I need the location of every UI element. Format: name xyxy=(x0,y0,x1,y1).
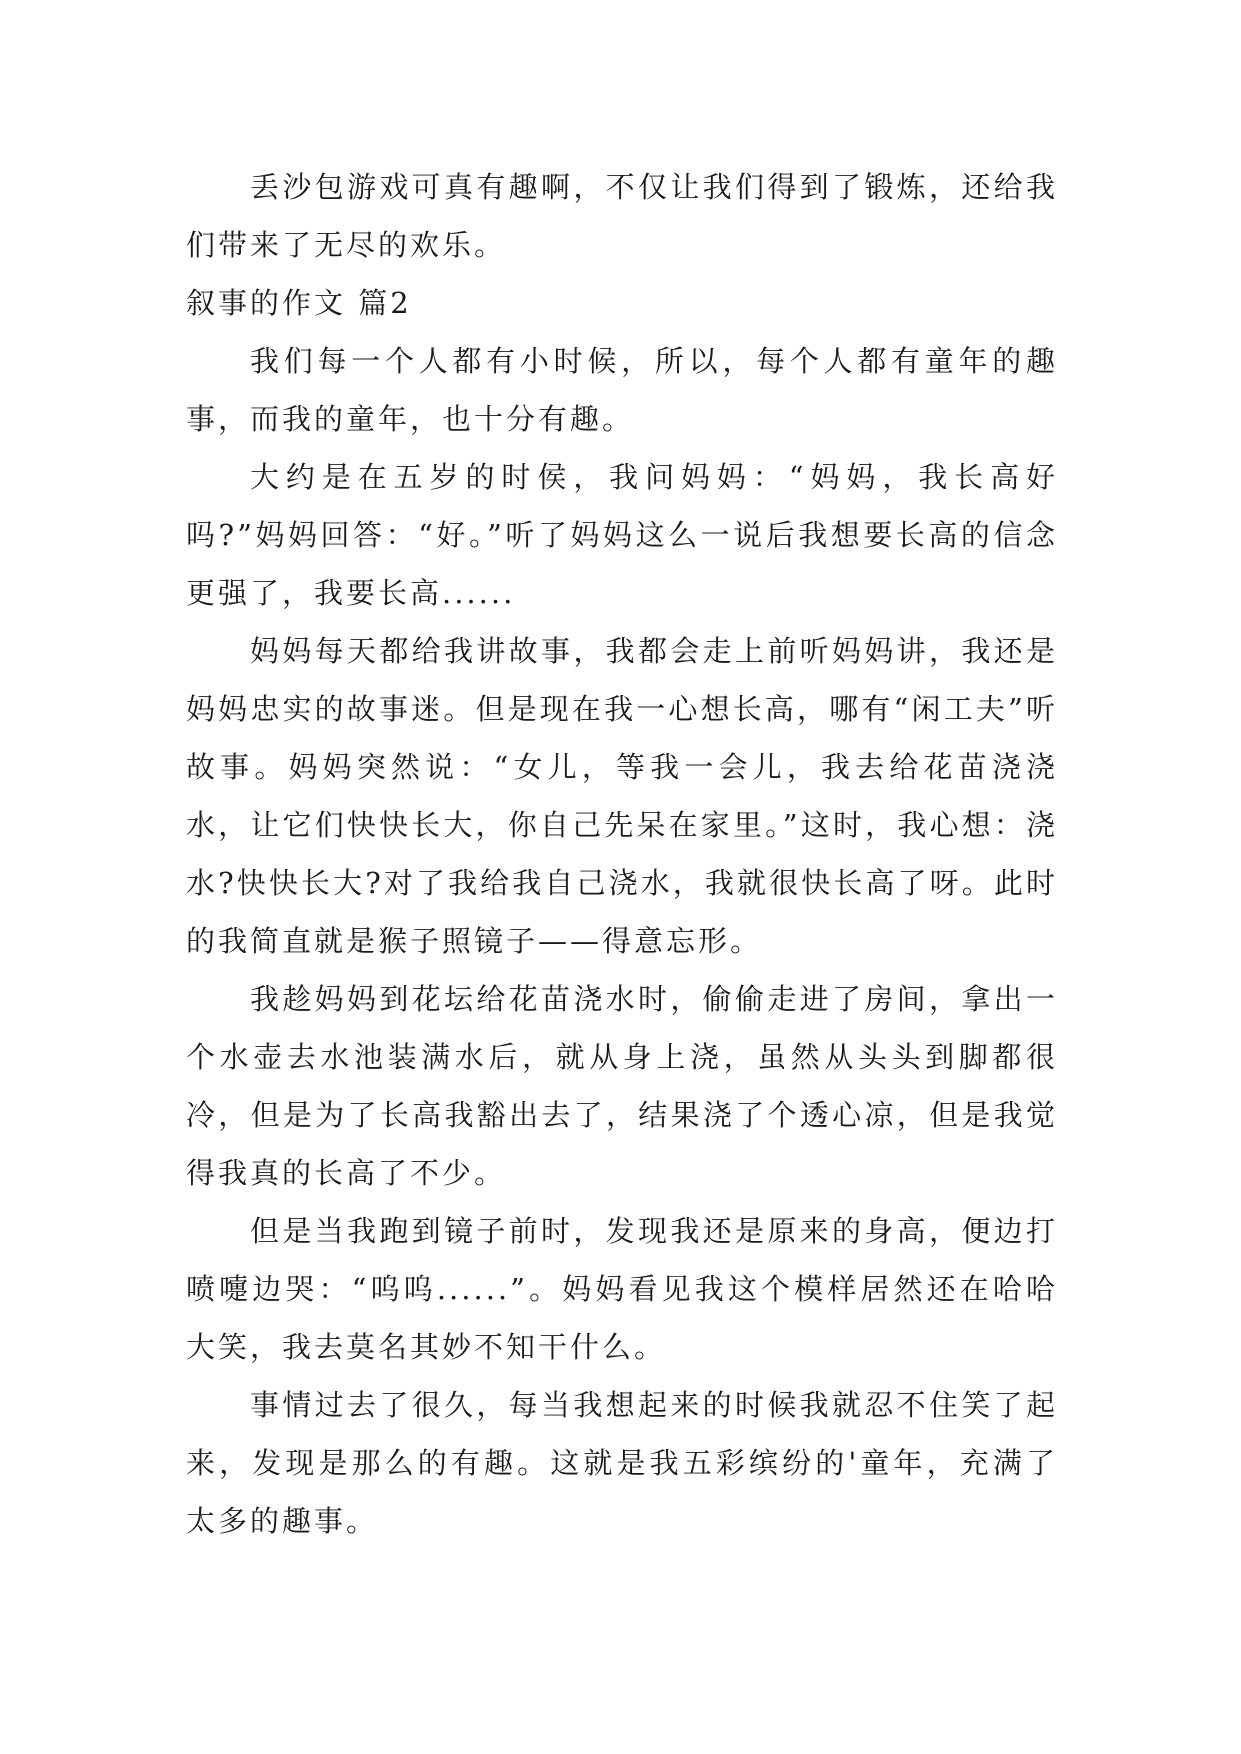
paragraph-sandbag-game: 丢沙包游戏可真有趣啊，不仅让我们得到了锻炼，还给我们带来了无尽的欢乐。 xyxy=(186,170,1058,262)
paragraph-conclusion: 事情过去了很久，每当我想起来的时候我就忍不住笑了起来，发现是那么的有趣。这就是我五彩缤纷的'童年，充满了太多的趣事。 xyxy=(186,1388,1058,1538)
essay-body xyxy=(186,158,1058,1550)
paragraph-ask-mom: 大约是在五岁的时侯，我问妈妈：“妈妈，我长高好吗?”妈妈回答：“好。”听了妈妈这么一说后我想要长高的信念更强了，我要长高...... xyxy=(186,460,1058,610)
paragraph-watering-self: 我趁妈妈到花坛给花苗浇水时，偷偷走进了房间，拿出一个水壶去水池装满水后，就从身上浇，虽然从头头到脚都很冷，但是为了长高我豁出去了，结果浇了个透心凉，但是我觉得我真的长高了不少。 xyxy=(186,982,1058,1190)
paragraph-mirror: 但是当我跑到镜子前时，发现我还是原来的身高，便边打喷嚏边哭：“呜呜......”。妈妈看见我这个模样居然还在哈哈大笑，我去莫名其妙不知干什么。 xyxy=(186,1214,1058,1364)
paragraph-childhood-intro: 我们每一个人都有小时候，所以，每个人都有童年的趣事，而我的童年，也十分有趣。 xyxy=(186,344,1058,436)
section-heading: 叙事的作文 篇2 xyxy=(186,286,412,320)
paragraph-story-time: 妈妈每天都给我讲故事，我都会走上前听妈妈讲，我还是妈妈忠实的故事迷。但是现在我一心想长高，哪有“闲工夫”听故事。妈妈突然说：“女儿，等我一会儿，我去给花苗浇浇水，让它们快快长大，你自己先呆在家里。”这时，我心想：浇水?快快长大?对了我给我自己浇水，我就很快长高了呀。此时的我简直就是猴子照镜子——得意忘形。 xyxy=(186,634,1058,958)
